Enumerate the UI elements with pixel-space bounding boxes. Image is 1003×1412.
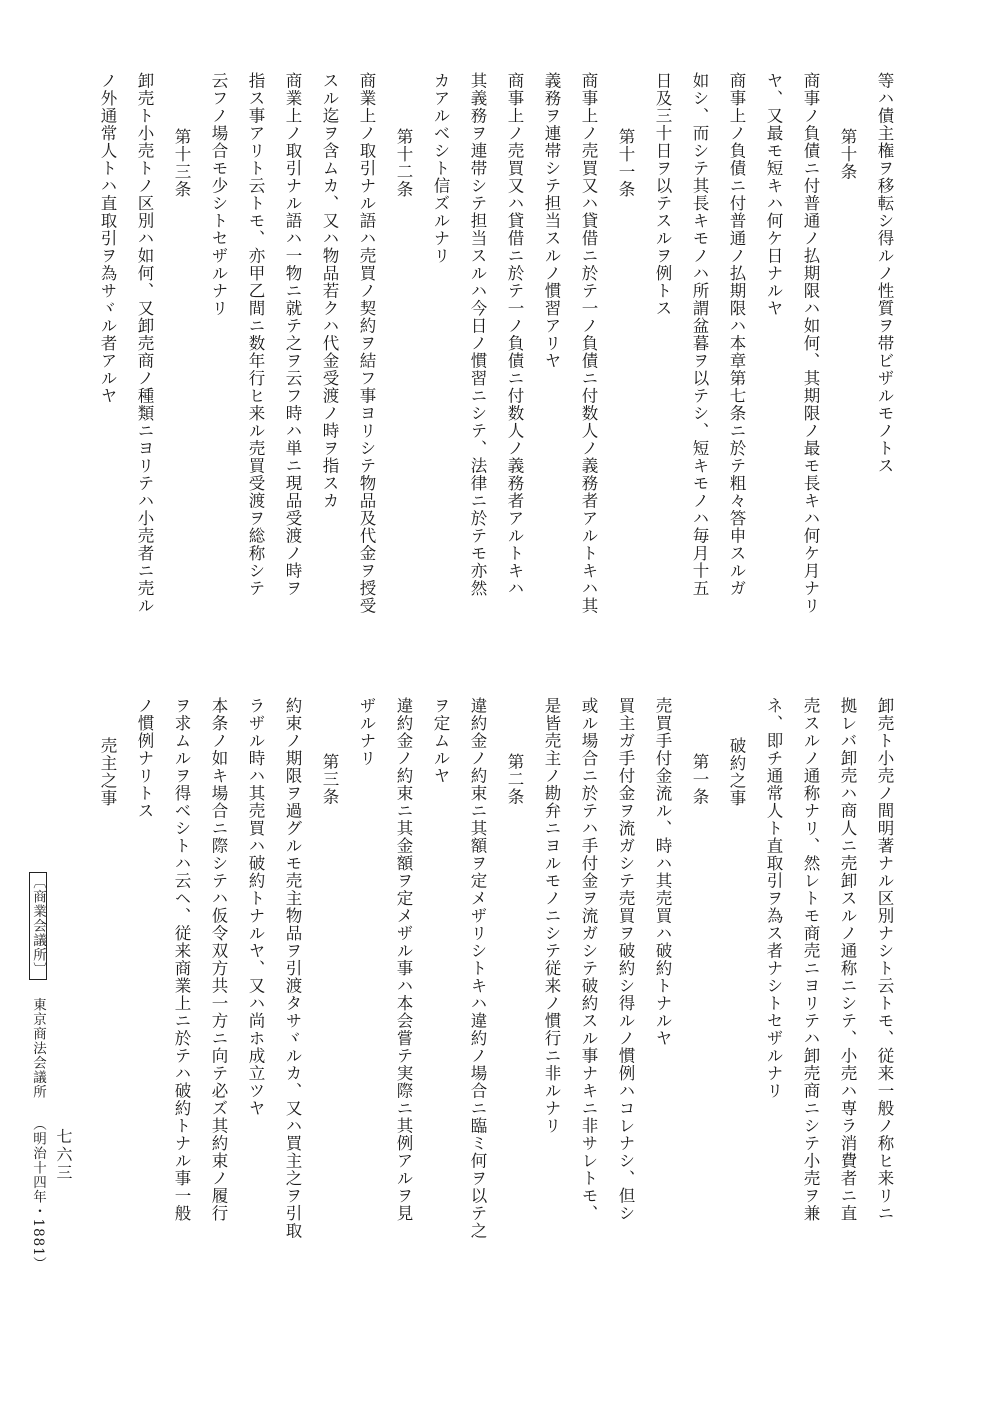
article-heading: 第十条 — [838, 128, 857, 181]
section-heading: 破約之事 — [727, 737, 746, 807]
text-column: 売買手付金流ル、時ハ其売買ハ破約トナルヤ — [653, 697, 672, 1047]
text-column: 是皆売主ノ勘弁ニヨルモノニシテ従来ノ慣行ニ非ルナリ — [542, 697, 561, 1135]
text-column: ネ、即チ通常人ト直取引ヲ為ス者ナシトセザルナリ — [764, 697, 783, 1100]
section-heading: 売主之事 — [98, 737, 117, 807]
text-column: ヲ定ムルヤ — [431, 697, 450, 785]
text-column: 卸売ト小売トノ区別ハ如何、又卸売商ノ種類ニヨリテハ小売者ニ売ル — [135, 72, 154, 615]
text-column: 商業上ノ取引ナル語ハ一物ニ就テ之ヲ云フ時ハ単ニ現品受渡ノ時ヲ — [283, 72, 302, 597]
text-column: 違約金ノ約束ニ其額ヲ定メザリシトキハ違約ノ場合ニ臨ミ何ヲ以テ之 — [468, 697, 487, 1240]
source-footer — [28, 872, 48, 1271]
text-column: 日及三十日ヲ以テスルヲ例トス — [653, 72, 672, 317]
page-number: 七六三 — [54, 1128, 73, 1182]
lower-text-block — [89, 697, 903, 1297]
article-heading: 第二条 — [505, 753, 524, 806]
text-column: 卸売ト小売ノ間明著ナル区別ナシト云トモ、従来一般ノ称ヒ来リニ — [875, 697, 894, 1222]
article-heading: 第十二条 — [394, 128, 413, 198]
upper-text-block — [89, 72, 903, 667]
text-column: ヤ、又最モ短キハ何ケ日ナルヤ — [764, 72, 783, 317]
text-column: 或ル場合ニ於テハ手付金ヲ流ガシテ破約スル事ナキニ非サレトモ、 — [579, 697, 598, 1222]
text-column: 買主ガ手付金ヲ流ガシテ売買ヲ破約シ得ルノ慣例ハコレナシ、但シ — [616, 697, 635, 1222]
text-column: ノ慣例ナリトス — [135, 697, 154, 820]
text-column: ザルナリ — [357, 697, 376, 767]
text-column: 約束ノ期限ヲ過グルモ売主物品ヲ引渡タサヾルカ、又ハ買主之ヲ引取 — [283, 697, 302, 1240]
source-tag: 〔商業会議所〕 — [29, 872, 47, 980]
text-column: カアルベシト信ズルナリ — [431, 72, 450, 265]
source-date: （明治十四年・1881） — [30, 1117, 46, 1272]
text-column: 商事上ノ売買又ハ貸借ニ於テ一ノ負債ニ付数人ノ義務者アルトキハ — [505, 72, 524, 597]
text-column: ラザル時ハ其売買ハ破約トナルヤ、又ハ尚ホ成立ツヤ — [246, 697, 265, 1117]
text-column: 指ス事アリト云トモ、亦甲乙間ニ数年行ヒ来ル売買受渡ヲ総称シテ — [246, 72, 265, 597]
article-heading: 第三条 — [320, 753, 339, 806]
text-column: 等ハ債主権ヲ移転シ得ルノ性質ヲ帯ビザルモノトス — [875, 72, 894, 475]
article-heading: 第一条 — [690, 753, 709, 806]
text-column: 如シ、而シテ其長キモノハ所謂盆暮ヲ以テシ、短キモノハ毎月十五 — [690, 72, 709, 597]
text-column: 云フノ場合モ少シトセザルナリ — [209, 72, 228, 317]
text-column: 商事上ノ売買又ハ貸借ニ於テ一ノ負債ニ付数人ノ義務者アルトキハ其 — [579, 72, 598, 615]
text-column: 義務ヲ連帯シテ担当スルノ慣習アリヤ — [542, 72, 561, 370]
source-organization: 東京商法会議所 — [30, 997, 46, 1099]
article-heading: 第十一条 — [616, 128, 635, 198]
text-column: 本条ノ如キ場合ニ際シテハ仮令双方共一方ニ向テ必ズ其約束ノ履行 — [209, 697, 228, 1222]
text-column: ノ外通常人トハ直取引ヲ為サヾル者アルヤ — [98, 72, 117, 405]
text-column: 商事上ノ負債ニ付普通ノ払期限ハ本章第七条ニ於テ粗々答申スルガ — [727, 72, 746, 597]
text-column: 売スルノ通称ナリ、然レトモ商売ニヨリテハ卸売商ニシテ小売ヲ兼 — [801, 697, 820, 1222]
article-heading: 第十三条 — [172, 128, 191, 198]
text-column: 商事ノ負債ニ付普通ノ払期限ハ如何、其期限ノ最モ長キハ何ケ月ナリ — [801, 72, 820, 615]
text-column: スル迄ヲ含ムカ、又ハ物品若クハ代金受渡ノ時ヲ指スカ — [320, 72, 339, 510]
text-column: 其義務ヲ連帯シテ担当スルハ今日ノ慣習ニシテ、法律ニ於テモ亦然 — [468, 72, 487, 597]
text-column: 商業上ノ取引ナル語ハ売買ノ契約ヲ結フ事ヨリシテ物品及代金ヲ授受 — [357, 72, 376, 615]
text-column: 違約金ノ約束ニ其金額ヲ定メザル事ハ本会嘗テ実際ニ其例アルヲ見 — [394, 697, 413, 1222]
text-column: 拠レバ卸売ハ商人ニ売卸スルノ通称ニシテ、小売ハ専ラ消費者ニ直 — [838, 697, 857, 1222]
text-column: ヲ求ムルヲ得ベシトハ云ヘ、従来商業上ニ於テハ破約トナル事一般 — [172, 697, 191, 1222]
